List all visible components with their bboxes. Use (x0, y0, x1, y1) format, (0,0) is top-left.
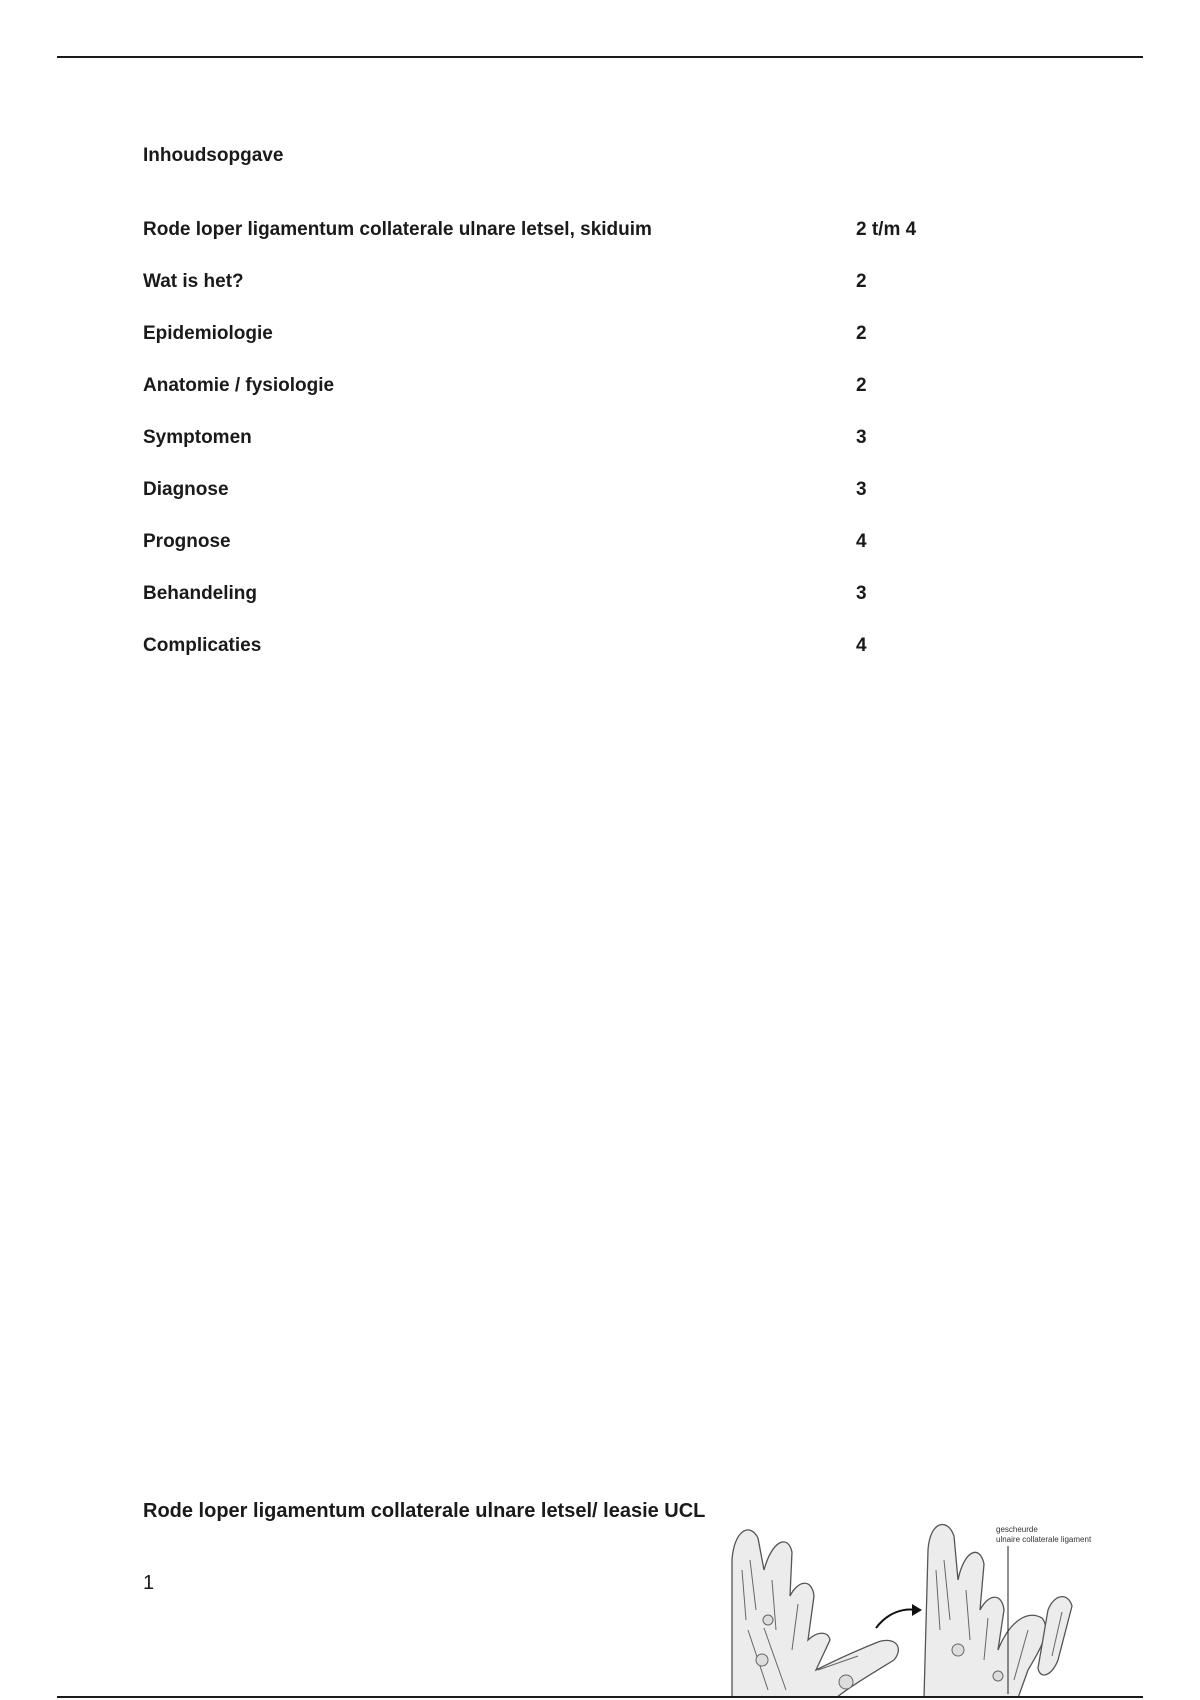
toc-entry-page: 2 (856, 375, 867, 396)
figure-label-line1: gescheurde (996, 1525, 1038, 1534)
toc-entry-label: Diagnose (143, 479, 229, 500)
toc-entry-page: 3 (856, 427, 867, 448)
toc-entry-page: 3 (856, 583, 867, 604)
toc-entry (143, 427, 1043, 479)
figure-label-line2: ulnaire collaterale ligament (996, 1535, 1092, 1544)
table-of-contents (143, 219, 1043, 687)
toc-entry-page: 2 (856, 323, 867, 344)
toc-entry (143, 635, 1043, 687)
toc-entry-label: Anatomie / fysiologie (143, 375, 335, 396)
toc-entry-label: Symptomen (143, 427, 252, 448)
toc-heading: Inhoudsopgave (143, 145, 284, 166)
toc-entry-page: 2 t/m 4 (856, 219, 917, 240)
toc-entry (143, 583, 1043, 635)
toc-entry-label: Prognose (143, 531, 231, 552)
footer-rule (57, 1696, 1143, 1698)
section-title: Rode loper ligamentum collaterale ulnare letsel/ leasie UCL (143, 1500, 706, 1522)
toc-entry (143, 323, 1043, 375)
toc-entry (143, 375, 1043, 427)
thumb-illustration-svg (728, 1500, 1108, 1698)
toc-entry (143, 531, 1043, 583)
toc-entry-page: 4 (856, 635, 867, 656)
thumb-illustration (728, 1500, 1108, 1698)
toc-entry-label: Epidemiologie (143, 323, 273, 344)
toc-entry-label: Behandeling (143, 583, 258, 604)
toc-entry-label: Wat is het? (143, 271, 244, 292)
page-number: 1 (143, 1572, 155, 1594)
toc-entry (143, 479, 1043, 531)
toc-entry-page: 4 (856, 531, 867, 552)
toc-entry (143, 219, 1043, 271)
toc-entry-label: Complicaties (143, 635, 262, 656)
toc-entry-page: 3 (856, 479, 867, 500)
toc-entry-page: 2 (856, 271, 867, 292)
toc-entry (143, 271, 1043, 323)
header-rule (57, 56, 1143, 58)
toc-entry-label: Rode loper ligamentum collaterale ulnare letsel, skiduim (143, 219, 652, 240)
